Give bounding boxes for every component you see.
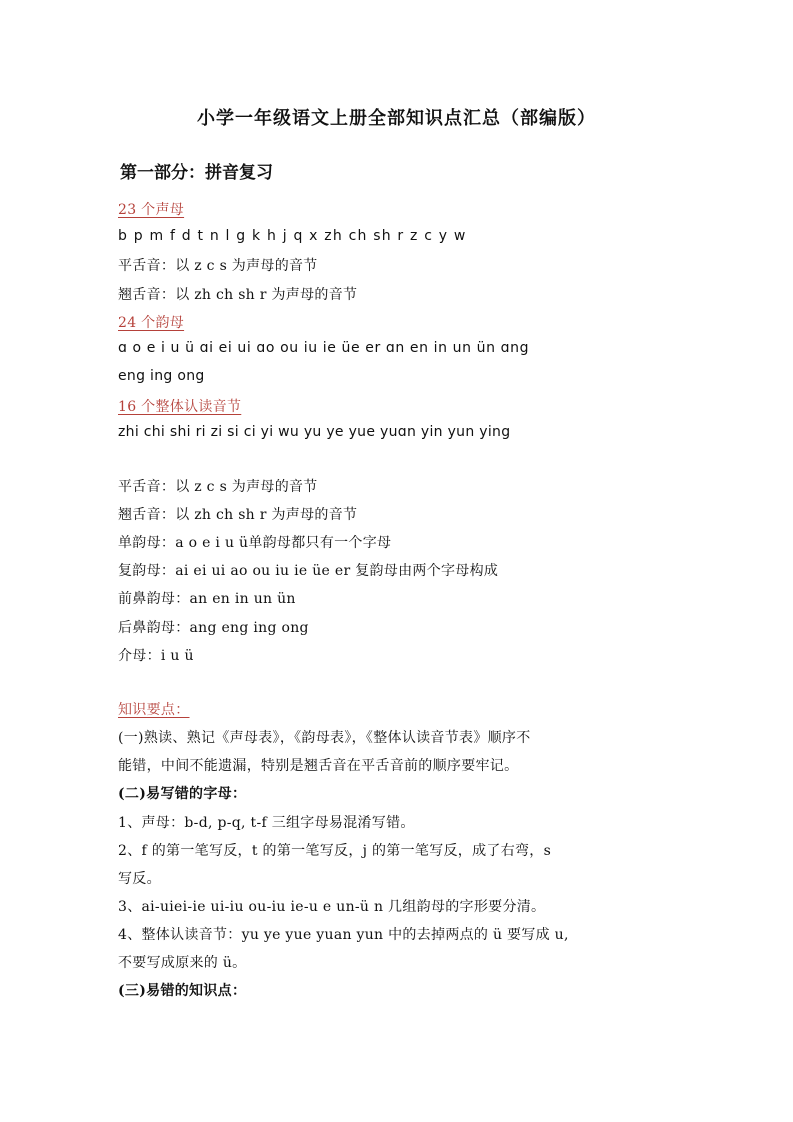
finals-heading: 24 个韵母 [118,315,185,331]
initials-list: b p m f d t n l g k h j q x zh ch sh r z c y w [118,228,467,244]
flat-tongue-note-2: 平舌音：以 z c s 为声母的音节 [118,479,318,495]
single-finals-note: 单韵母：a o e i u ü单韵母都只有一个字母 [118,535,392,551]
back-nasal-note: 后鼻韵母：ang eng ing ong [118,620,309,636]
key-point-1-line1: (一)熟读、熟记《声母表》，《韵母表》，《整体认读音节表》顺序不 [118,730,531,746]
key-point-item-2-line1: 2、f 的第一笔写反，t 的第一笔写反，j 的第一笔写反，成了右弯，s [118,843,552,859]
key-point-3-heading: (三)易错的知识点： [118,983,247,999]
page-title: 小学一年级语文上册全部知识点汇总（部编版） [197,108,596,129]
key-point-1-line2: 能错，中间不能遗漏，特别是翘舌音在平舌音前的顺序要牢记。 [118,758,519,774]
finals-list-line1: ɑ o e i u ü ɑi ei ui ɑo ou iu ie üe er ɑn en in un ün ɑng [118,340,530,356]
part-one-heading: 第一部分：拼音复习 [120,163,273,183]
key-point-item-3: 3、ai-uiei-ie ui-iu ou-iu ie-u e un-ü n 几组韵母的字形要分清。 [118,899,546,915]
finals-list-line2: eng ing ong [118,368,205,384]
syllables-list: zhi chi shi ri zi si ci yi wu yu ye yue yuɑn yin yun ying [118,424,511,440]
compound-finals-note: 复韵母：ai ei ui ao ou iu ie üe er 复韵母由两个字母构成 [118,563,499,579]
flat-tongue-note: 平舌音：以 z c s 为声母的音节 [118,258,318,274]
key-point-2-heading: (二)易写错的字母： [118,786,247,802]
key-point-item-4-line2: 不要写成原来的 ü。 [118,955,247,971]
front-nasal-note: 前鼻韵母：an en in un ün [118,591,296,607]
retroflex-note-2: 翘舌音：以 zh ch sh r 为声母的音节 [118,507,358,523]
key-points-heading: 知识要点： [118,702,190,718]
key-point-item-4-line1: 4、整体认读音节：yu ye yue yuan yun 中的去掉两点的 ü 要写成 u, [118,927,569,943]
initials-heading: 23 个声母 [118,202,185,218]
key-point-item-2-line2: 写反。 [118,871,161,887]
retroflex-note: 翘舌音：以 zh ch sh r 为声母的音节 [118,287,358,303]
key-point-item-1: 1、声母：b-d, p-q, t-f 三组字母易混淆写错。 [118,815,415,831]
medial-note: 介母：i u ü [118,648,194,664]
syllables-heading: 16 个整体认读音节 [118,399,242,415]
